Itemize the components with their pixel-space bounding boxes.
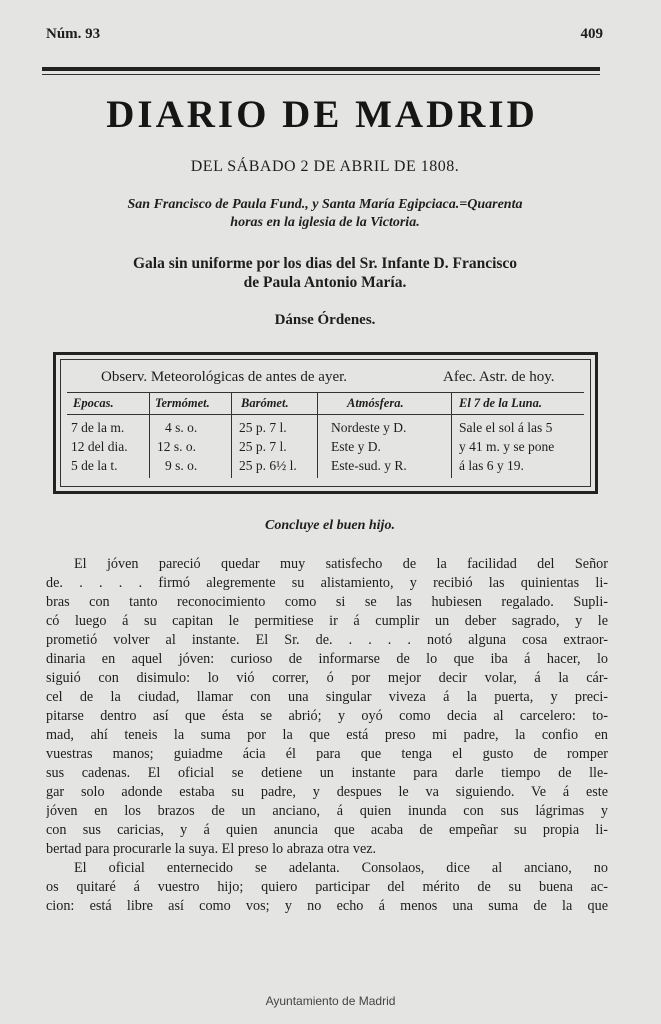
table-cell: 25 p. 7 l. — [239, 420, 287, 435]
body-line: có luego á su capitan le permitiese ir á cumplir un deber sagrado, y le — [46, 613, 608, 629]
saints-line: horas en la iglesia de la Victoria. — [230, 215, 420, 230]
astro-line: y 41 m. y se pone — [459, 439, 555, 454]
page-number: 409 — [580, 26, 603, 42]
body-line: con sus caricias, y á quien anuncia que acaba de empeñar su propia li- — [46, 822, 608, 838]
body-line: sus cadenas. El oficial se detiene un instante para darle tiempo de lle- — [46, 765, 608, 781]
table-cell: Este-sud. y R. — [331, 458, 407, 473]
body-line: gar solo adonde estaba su padre, y despues le va siguiendo. Ve á este — [46, 784, 608, 800]
table-cell: 7 de la m. — [71, 420, 125, 435]
table-cell: Nordeste y D. — [331, 420, 407, 435]
saints-line: San Francisco de Paula Fund., y Santa María Egipciaca.=Quarenta — [127, 197, 523, 212]
body-line: bertad para procurarle la suya. El preso lo abraza otra vez. — [46, 841, 377, 857]
body-line: dinaria en aquel jóven: curioso de informarse de lo que iba á hacer, lo — [46, 651, 608, 667]
header-rule-thin — [42, 74, 600, 75]
col-header-luna: El 7 de la Luna. — [459, 396, 542, 410]
astronomical-title: Afec. Astr. de hoy. — [443, 369, 555, 385]
issue-number: Núm. 93 — [46, 26, 101, 42]
table-cell: 12 s. o. — [157, 439, 197, 454]
table-cell: 9 s. o. — [165, 458, 198, 473]
gala-line: de Paula Antonio María. — [243, 274, 407, 291]
table-cell: 5 de la t. — [71, 458, 118, 473]
astro-line: á las 6 y 19. — [459, 458, 524, 473]
body-line: jóven en los brazos de un anciano, á quien inunda con sus lágrimas y — [46, 803, 608, 819]
table-divider — [67, 414, 584, 415]
header-rule — [42, 67, 600, 71]
body-line: os quitaré á vuestro hijo; quiero participar del mérito de su buena ac- — [46, 879, 608, 895]
dateline: DEL SÁBADO 2 DE ABRIL DE 1808. — [190, 158, 460, 175]
col-header-termometro: Termómet. — [155, 396, 210, 410]
column-divider — [317, 392, 318, 478]
table-cell: 12 del dia. — [71, 439, 128, 454]
table-inner-frame — [60, 359, 591, 487]
table-cell: 25 p. 7 l. — [239, 439, 287, 454]
body-line: de. . . . . firmó alegremente su alistamiento, y recibió las quinientas li- — [46, 575, 608, 591]
body-line: cel de la ciudad, llamar con una singular viveza á la puerta, y preci- — [46, 689, 608, 705]
archive-credit: Ayuntamiento de Madrid — [265, 994, 396, 1008]
body-line: El jóven pareció quedar muy satisfecho de la facilidad del Señor — [74, 556, 608, 572]
table-cell: Este y D. — [331, 439, 381, 454]
article-subtitle: Concluye el buen hijo. — [265, 518, 395, 533]
body-line: prometió volver al instante. El Sr. de. . . . . notó alguna cosa extraor- — [46, 632, 608, 648]
observations-title: Observ. Meteorológicas de antes de ayer. — [101, 369, 348, 385]
body-line: mad, ahí teneis la suma por la que está preso mi padre, la confio en — [46, 727, 608, 743]
meteorological-table — [53, 352, 598, 494]
body-line: bras con tanto reconocimiento como si se las hubiesen regalado. Supli- — [46, 594, 608, 610]
column-divider — [231, 392, 232, 478]
col-header-barometro: Barómet. — [241, 396, 289, 410]
body-line: siguió con disimulo: lo vió correr, ó por mejor decir volar, á la cár- — [46, 670, 608, 686]
body-line: cion: está libre así como vos; y no echo á menos una suma de la que — [46, 898, 608, 914]
table-cell: 4 s. o. — [165, 420, 198, 435]
body-line: El oficial enternecido se adelanta. Consolaos, dice al anciano, no — [74, 860, 608, 876]
col-header-atmosfera: Atmósfera. — [347, 396, 404, 410]
table-divider — [67, 392, 584, 393]
col-header-epocas: Epocas. — [73, 396, 114, 410]
body-line: vuestras manos; guiadme ácia él para que tenga el gusto de romper — [46, 746, 608, 762]
table-cell: 25 p. 6½ l. — [239, 458, 297, 473]
gala-notice — [40, 254, 610, 292]
body-line: pitarse dentro así que ésta se abrió; y oyó como decia al carcelero: to- — [46, 708, 608, 724]
gala-line: Gala sin uniforme por los dias del Sr. Infante D. Francisco — [132, 255, 518, 272]
ordenes-notice: Dánse Órdenes. — [274, 312, 376, 328]
column-divider — [149, 392, 150, 478]
saints-of-the-day — [40, 196, 610, 232]
column-divider — [451, 392, 452, 478]
article-body — [46, 555, 608, 916]
astro-line: Sale el sol á las 5 — [459, 420, 553, 435]
masthead-title: DIARIO DE MADRID — [106, 93, 538, 136]
